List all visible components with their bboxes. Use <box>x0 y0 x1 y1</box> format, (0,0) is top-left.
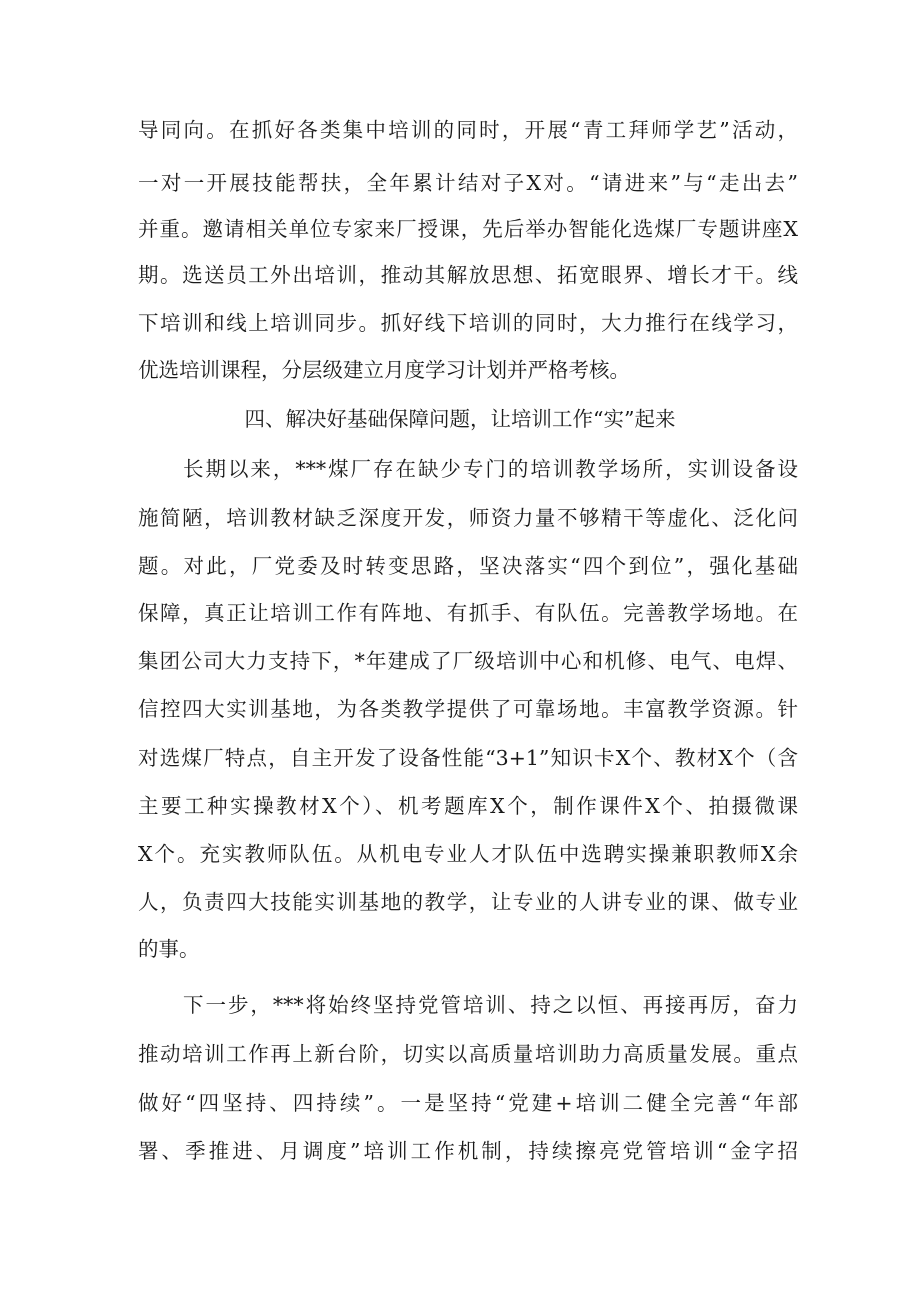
section-heading: 四、解决好基础保障问题，让培训工作“实”起来 <box>244 407 676 431</box>
paragraph-line: X个。充实教师队伍。从机电专业人才队伍中选聘实操兼职教师X余 <box>138 842 798 866</box>
paragraph-first-line: 下一步，***将始终坚持党管培训、持之以恒、再接再厉，奋力 <box>183 993 798 1017</box>
paragraph-line: 做好“四坚持、四持续”。一是坚持“党建+培训二健全完善“年部 <box>138 1091 798 1115</box>
paragraph-line: 施简陋，培训教材缺乏深度开发，师资力量不够精干等虚化、泛化问 <box>138 506 798 530</box>
paragraph-line: 主要工种实操教材X个）、机考题库X个，制作课件X个、拍摄微课 <box>138 794 798 818</box>
paragraph-line: 下培训和线上培训同步。抓好线下培训的同时，大力推行在线学习， <box>138 311 798 335</box>
paragraph-line: 信控四大实训基地，为各类教学提供了可靠场地。丰富教学资源。针 <box>138 697 798 721</box>
paragraph-line: 对选煤厂特点，自主开发了设备性能“3+1”知识卡X个、教材X个（含 <box>138 746 798 770</box>
paragraph-line: 题。对此，厂党委及时转变思路，坚决落实“四个到位”，强化基础 <box>138 554 798 578</box>
paragraph-line: 集团公司大力支持下，*年建成了厂级培训中心和机修、电气、电焊、 <box>138 649 798 673</box>
paragraph-line: 并重。邀请相关单位专家来厂授课，先后举办智能化选煤厂专题讲座X <box>138 217 798 241</box>
paragraph-line: 导同向。在抓好各类集中培训的同时，开展“青工拜师学艺”活动， <box>138 118 798 142</box>
paragraph-line: 期。选送员工外出培训，推动其解放思想、拓宽眼界、增长才干。线 <box>138 263 798 287</box>
paragraph-line: 人，负责四大技能实训基地的教学，让专业的人讲专业的课、做专业 <box>138 890 798 914</box>
paragraph-line: 的事。 <box>138 937 200 961</box>
paragraph-line: 保障，真正让培训工作有阵地、有抓手、有队伍。完善教学场地。在 <box>138 601 798 625</box>
paragraph-line: 署、季推进、月调度”培训工作机制，持续擦亮党管培训“金字招 <box>138 1139 798 1163</box>
paragraph-first-line: 长期以来，***煤厂存在缺少专门的培训教学场所，实训设备设 <box>183 457 798 481</box>
paragraph-line: 优选培训课程，分层级建立月度学习计划并严格考核。 <box>138 358 630 382</box>
paragraph-line: 一对一开展技能帮扶，全年累计结对子X对。“请进来”与“走出去” <box>138 171 798 195</box>
paragraph-line: 推动培训工作再上新台阶，切实以高质量培训助力高质量发展。重点 <box>138 1042 798 1066</box>
